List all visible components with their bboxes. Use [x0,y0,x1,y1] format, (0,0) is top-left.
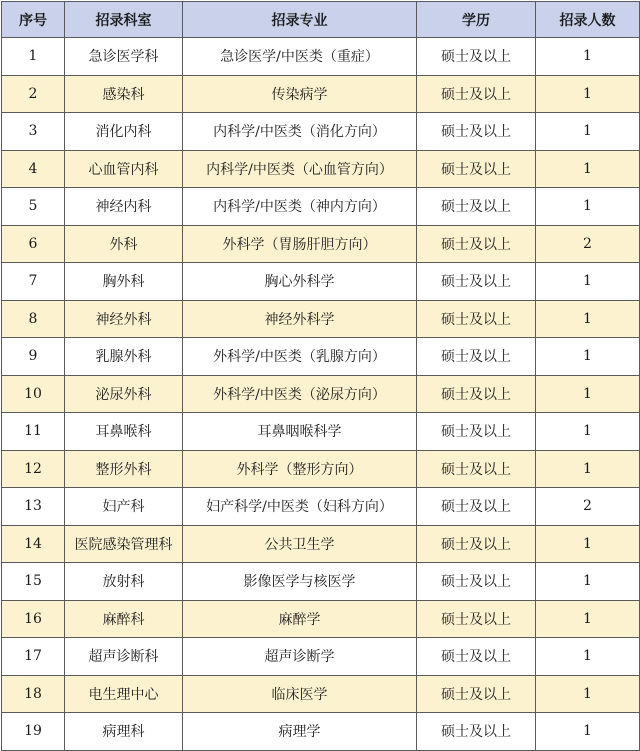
cell-department: 乳腺外科 [65,338,183,376]
cell-department: 消化内科 [65,113,183,151]
cell-major: 神经外科学 [183,300,417,338]
header-major: 招录专业 [183,2,417,38]
cell-index: 2 [2,75,65,113]
cell-index: 4 [2,150,65,188]
table-row [2,713,640,751]
table-row [2,600,640,638]
cell-index: 18 [2,675,65,713]
cell-major: 传染病学 [183,75,417,113]
cell-count: 1 [536,338,640,376]
cell-department: 放射科 [65,563,183,601]
cell-index: 16 [2,600,65,638]
cell-education: 硕士及以上 [417,600,536,638]
table-row [2,338,640,376]
cell-department: 妇产科 [65,488,183,526]
cell-index: 14 [2,525,65,563]
cell-count: 1 [536,713,640,751]
table-row [2,300,640,338]
cell-count: 2 [536,488,640,526]
cell-department: 急诊医学科 [65,38,183,76]
cell-index: 6 [2,225,65,263]
cell-count: 1 [536,413,640,451]
cell-department: 心血管内科 [65,150,183,188]
cell-major: 病理学 [183,713,417,751]
table-row [2,525,640,563]
header-department: 招录科室 [65,2,183,38]
cell-count: 1 [536,375,640,413]
header-index: 序号 [2,2,65,38]
cell-count: 1 [536,525,640,563]
cell-index: 15 [2,563,65,601]
cell-count: 1 [536,300,640,338]
cell-education: 硕士及以上 [417,113,536,151]
cell-major: 耳鼻咽喉科学 [183,413,417,451]
cell-major: 急诊医学/中医类（重症） [183,38,417,76]
cell-major: 外科学（整形方向） [183,450,417,488]
cell-education: 硕士及以上 [417,713,536,751]
cell-education: 硕士及以上 [417,488,536,526]
cell-major: 外科学（胃肠肝胆方向） [183,225,417,263]
cell-department: 电生理中心 [65,675,183,713]
cell-index: 8 [2,300,65,338]
cell-index: 11 [2,413,65,451]
cell-education: 硕士及以上 [417,225,536,263]
table-header-row [2,2,640,38]
cell-department: 麻醉科 [65,600,183,638]
cell-count: 1 [536,150,640,188]
cell-education: 硕士及以上 [417,338,536,376]
cell-education: 硕士及以上 [417,563,536,601]
table-row [2,188,640,226]
cell-index: 9 [2,338,65,376]
table-row [2,563,640,601]
cell-count: 1 [536,563,640,601]
cell-count: 1 [536,113,640,151]
cell-department: 超声诊断科 [65,638,183,676]
cell-education: 硕士及以上 [417,525,536,563]
cell-index: 17 [2,638,65,676]
cell-education: 硕士及以上 [417,300,536,338]
cell-department: 神经外科 [65,300,183,338]
table-row [2,150,640,188]
cell-count: 1 [536,638,640,676]
cell-major: 外科学/中医类（乳腺方向） [183,338,417,376]
cell-major: 麻醉学 [183,600,417,638]
cell-count: 1 [536,75,640,113]
table-body [2,38,640,751]
cell-index: 1 [2,38,65,76]
cell-major: 内科学/中医类（消化方向） [183,113,417,151]
cell-count: 1 [536,450,640,488]
table-row [2,450,640,488]
cell-count: 1 [536,675,640,713]
cell-major: 外科学/中医类（泌尿方向） [183,375,417,413]
cell-education: 硕士及以上 [417,375,536,413]
cell-index: 10 [2,375,65,413]
cell-education: 硕士及以上 [417,263,536,301]
table-row [2,488,640,526]
header-count: 招录人数 [536,2,640,38]
cell-education: 硕士及以上 [417,75,536,113]
cell-education: 硕士及以上 [417,150,536,188]
cell-count: 1 [536,38,640,76]
cell-department: 耳鼻喉科 [65,413,183,451]
table-row [2,113,640,151]
cell-education: 硕士及以上 [417,188,536,226]
cell-index: 19 [2,713,65,751]
cell-index: 12 [2,450,65,488]
cell-department: 感染科 [65,75,183,113]
table-row [2,263,640,301]
cell-department: 胸外科 [65,263,183,301]
cell-education: 硕士及以上 [417,638,536,676]
cell-index: 5 [2,188,65,226]
cell-major: 超声诊断学 [183,638,417,676]
cell-count: 1 [536,600,640,638]
cell-major: 妇产科学/中医类（妇科方向） [183,488,417,526]
cell-count: 1 [536,188,640,226]
table-row [2,675,640,713]
recruitment-table [1,1,640,751]
cell-index: 7 [2,263,65,301]
table-row [2,38,640,76]
table-row [2,75,640,113]
cell-department: 医院感染管理科 [65,525,183,563]
table-row [2,375,640,413]
cell-department: 泌尿外科 [65,375,183,413]
cell-major: 内科学/中医类（神内方向） [183,188,417,226]
cell-index: 13 [2,488,65,526]
cell-department: 神经内科 [65,188,183,226]
cell-major: 临床医学 [183,675,417,713]
header-education: 学历 [417,2,536,38]
cell-education: 硕士及以上 [417,450,536,488]
cell-major: 公共卫生学 [183,525,417,563]
table-row [2,638,640,676]
cell-department: 病理科 [65,713,183,751]
cell-department: 整形外科 [65,450,183,488]
cell-education: 硕士及以上 [417,675,536,713]
cell-education: 硕士及以上 [417,38,536,76]
cell-count: 2 [536,225,640,263]
cell-index: 3 [2,113,65,151]
cell-education: 硕士及以上 [417,413,536,451]
cell-count: 1 [536,263,640,301]
cell-major: 胸心外科学 [183,263,417,301]
table-row [2,413,640,451]
table-row [2,225,640,263]
cell-major: 影像医学与核医学 [183,563,417,601]
cell-major: 内科学/中医类（心血管方向） [183,150,417,188]
cell-department: 外科 [65,225,183,263]
